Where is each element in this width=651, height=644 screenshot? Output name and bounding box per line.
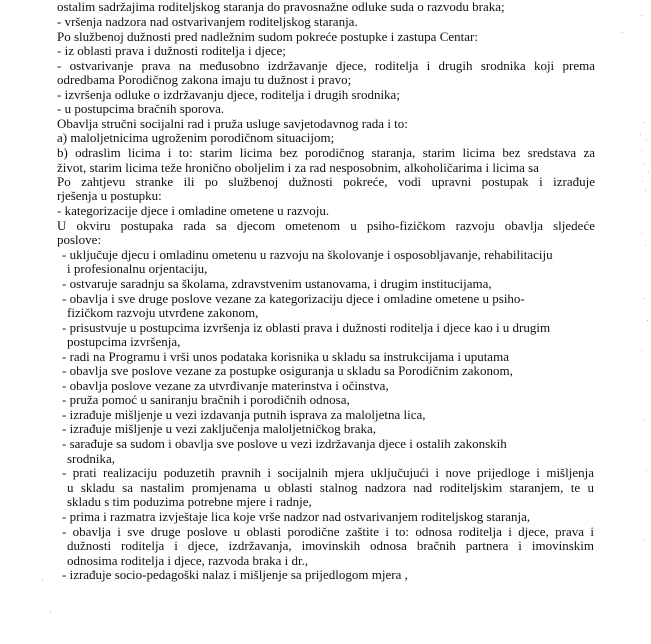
scan-speck [645,245,646,246]
scan-speck [646,140,647,141]
text-line: rješenja u postupku: [57,188,162,203]
scan-speck [644,163,645,164]
list-item: - prati realizaciju poduzetih pravnih i socijalnih mjera uključujući i nove prijedloge i mišljenja [62,465,594,480]
list-item: - izrađuje socio-pedagoški nalaz i mišljenje sa prijedlogom mjera , [62,567,408,582]
list-item: - radi na Programu i vrši unos podataka korisnika u skladu sa instrukcijama i uputama [62,349,509,364]
list-item: - obavlja poslove vezane za utvrđivanje materinstva i očinstva, [62,378,389,393]
scan-speck [42,580,43,581]
scan-speck [646,470,647,471]
list-item: - ostvarivanje prava na međusobno izdržavanje djece, roditelja i drugih srodnika koji prema [57,58,595,73]
scan-speck [643,540,644,541]
list-item-continuation: u skladu sa nastalim promjenama u oblasti stalnog nadzora nad roditeljskim staranjem, te u [67,480,594,495]
text-line: Obavlja stručni socijalni rad i pruža usluge savjetodavnog rada i to: [57,116,408,131]
text-line: život, starim licima teže hronično oboljelim i za rad nesposobnim, alkoholičarima i licima sa [57,160,539,175]
list-item: - prisustvuje u postupcima izvršenja iz oblasti prava i dužnosti roditelja i djece kao i u drugim [62,320,551,335]
text-line: Po zahtjevu stranke ili po službenoj dužnosti pokreće, vodi upravni postupak i izrađuje [57,174,595,189]
list-item: - kategorizacije djece i omladine ometene u razvoju. [57,203,330,218]
list-item: - uključuje djecu i omladinu ometenu u razvoju na školovanje i osposobljavanje, rehabilitaciju [62,247,553,262]
list-item-continuation: postupcima izvršenja, [67,334,181,349]
list-item: - obavlja i sve druge poslove u oblasti porodične zaštite i to: odnosa roditelja i djece, prava i [62,524,594,539]
scan-speck [641,233,642,234]
list-item: - sarađuje sa sudom i obavlja sve poslove u vezi izdržavanja djece i ostalih zakonskih [62,436,507,451]
list-item: - obavlja sve poslove vezane za postupke osiguranja u skladu sa Porodičnim zakonom, [62,363,513,378]
scan-speck [643,122,644,123]
scan-speck [645,190,646,191]
list-item-continuation: odnosima roditelja i djece, razvoda braka i dr., [67,553,309,568]
scan-speck [50,612,51,613]
scan-speck [622,32,623,33]
scan-speck [642,181,643,182]
scan-speck [648,172,649,173]
list-item: - izrađuje mišljenje u vezi izdavanja putnih isprava za maloljetna lica, [62,407,426,422]
list-item: b) odraslim licima i to: starim licima bez porodičnog staranja, starim licima bez sredstava za [57,145,595,160]
scan-speck [640,134,641,135]
scan-speck [641,15,642,16]
list-item-continuation: dužnosti roditelja i djece, izdržavanja, imovinskih odnosa bračnih partnera i imovinskim [67,538,594,553]
scan-speck [641,150,642,151]
list-item-continuation: skladu s tim poduzima potrebne mjere i radnje, [67,494,312,509]
text-line: odredbama Porodičnog zakona imaju tu dužnost i pravo; [57,72,352,87]
scan-speck [644,420,645,421]
list-item: - u postupcima bračnih sporova. [57,101,225,116]
list-item: - izvršenja odluke o izdržavanju djece, roditelja i drugih srodnika; [57,87,400,102]
text-line: - vršenja nadzora nad ostvarivanjem roditeljskog staranja. [57,14,358,29]
list-item: - obavlja i sve druge poslove vezane za kategorizaciju djece i omladine ometene u psiho- [62,291,525,306]
scan-speck [641,350,642,351]
list-item: - iz oblasti prava i dužnosti roditelja i djece; [57,43,286,58]
list-item: - pruža pomoć u saniranju bračnih i porodičnih odnosa, [62,392,350,407]
scan-speck [647,320,648,321]
text-line: Po službenoj dužnosti pred nadležnim sudom pokreće postupke i zastupa Centar: [57,29,478,44]
list-item-continuation: srodnika, [67,451,116,466]
list-item-continuation: fizičkom razvoju utvrđene zakonom, [67,305,259,320]
list-item: - ostvaruje saradnju sa školama, zdravstvenim ustanovama, i drugim institucijama, [62,276,492,291]
list-item-continuation: i profesionalnu orjentaciju, [67,261,208,276]
text-line: U okviru postupaka rada sa djecom ometenom u psiho-fizičkom razvoju obavlja sljedeće [57,218,595,233]
scan-speck [643,298,644,299]
list-item: a) maloljetnicima ugroženim porodičnom situacijom; [57,130,335,145]
text-line: poslove: [57,232,102,247]
list-item: - izrađuje mišljenje u vezi zaključenja maloljetničkog braka, [62,421,377,436]
list-item: - prima i razmatra izvještaje lica koje vrše nadzor nad ostvarivanjem roditeljskog staranja, [62,509,531,524]
text-line: ostalim sadržajima roditeljskog staranja do pravosnažne odluke suda o razvodu braka; [57,0,505,14]
